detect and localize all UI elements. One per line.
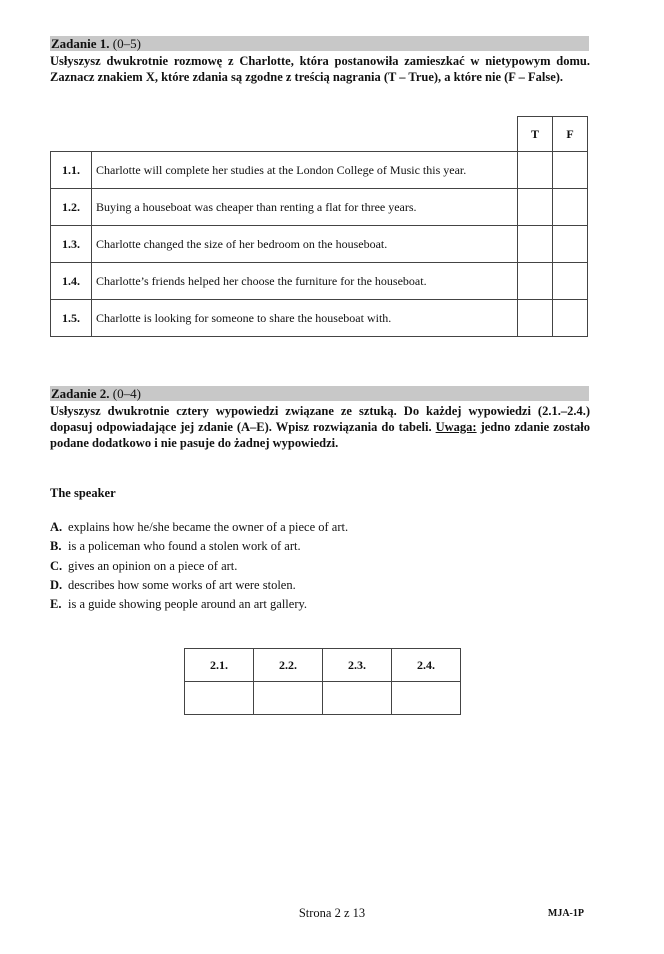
options-list (50, 518, 348, 614)
statement-text: Charlotte will complete her studies at the London College of Music this year. (92, 152, 518, 189)
true-answer-box[interactable] (518, 226, 553, 263)
true-answer-box[interactable] (518, 263, 553, 300)
col-true-header: T (518, 117, 553, 152)
table-row (51, 152, 588, 189)
true-answer-box[interactable] (518, 189, 553, 226)
answer-header-cell: 2.1. (185, 649, 254, 682)
false-answer-box[interactable] (553, 226, 588, 263)
option-letter: D. (50, 577, 63, 592)
true-false-table (50, 116, 588, 337)
answer-box[interactable] (254, 682, 323, 715)
row-number: 1.3. (51, 226, 92, 263)
false-answer-box[interactable] (553, 152, 588, 189)
table-header-row (51, 117, 588, 152)
option-letter: B. (50, 539, 62, 554)
answer-header-row (185, 649, 461, 682)
option-letter: E. (50, 597, 62, 612)
option-letter: C. (50, 558, 63, 573)
exam-code: MJA-1P (547, 908, 584, 919)
answer-input-row (185, 682, 461, 715)
option-text: explains how he/she became the owner of a piece of art. (68, 520, 349, 534)
row-number: 1.1. (51, 152, 92, 189)
true-answer-box[interactable] (518, 152, 553, 189)
task2-header (50, 386, 589, 401)
statement-text: Buying a houseboat was cheaper than renting a flat for three years. (92, 189, 518, 226)
list-item (50, 537, 348, 556)
option-text: gives an opinion on a piece of art. (68, 558, 238, 573)
list-item (50, 518, 348, 537)
row-number: 1.2. (51, 189, 92, 226)
task1-header (50, 36, 589, 51)
answer-box[interactable] (323, 682, 392, 715)
note-label: Uwaga: (435, 420, 477, 434)
statement-text: Charlotte’s friends helped her choose the furniture for the houseboat. (92, 263, 518, 300)
row-number: 1.4. (51, 263, 92, 300)
empty-header-cell (51, 117, 518, 152)
task1-instruction: Usłyszysz dwukrotnie rozmowę z Charlotte, która postanowiła zamieszkać w nietypowym domu. Zaznacz znakiem X, które zdania są zgodne z treścią nagrania (T – True), a które nie (F – False). (50, 54, 590, 84)
answer-header-cell: 2.3. (323, 649, 392, 682)
answer-header-cell: 2.4. (392, 649, 461, 682)
task2-range: (0–4) (112, 386, 141, 401)
option-text: is a policeman who found a stolen work of art. (68, 539, 301, 554)
answer-table (184, 648, 461, 715)
row-number: 1.5. (51, 300, 92, 337)
answer-header-cell: 2.2. (254, 649, 323, 682)
option-text: is a guide showing people around an art gallery. (68, 597, 308, 612)
task2-instruction-text: Usłyszysz dwukrotnie cztery wypowiedzi związane ze sztuką. Do każdej wypowiedzi (2.1.–2.4.) dopasuj odpowiadające jej zdanie (A–E). Wpisz rozwiązania do tabeli. (50, 404, 590, 434)
false-answer-box[interactable] (553, 189, 588, 226)
task2-instruction (50, 403, 590, 451)
false-answer-box[interactable] (553, 263, 588, 300)
task2-title: Zadanie 2. (51, 386, 110, 401)
task1-range: (0–5) (112, 36, 141, 51)
note-text: jedno zdanie zostało podane dodatkowo i nie pasuje do żadnej wypowiedzi. (50, 420, 590, 450)
option-text: describes how some works of art were stolen. (68, 577, 296, 592)
true-answer-box[interactable] (518, 300, 553, 337)
statement-text: Charlotte is looking for someone to share the houseboat with. (92, 300, 518, 337)
list-item (50, 557, 348, 576)
col-false-header: F (553, 117, 588, 152)
option-letter: A. (50, 520, 63, 534)
table-row (51, 189, 588, 226)
speaker-title: The speaker (50, 486, 116, 500)
table-row (51, 226, 588, 263)
list-item (50, 576, 348, 595)
table-row (51, 300, 588, 337)
answer-box[interactable] (392, 682, 461, 715)
page-number: Strona 2 z 13 (298, 906, 366, 920)
answer-box[interactable] (185, 682, 254, 715)
statement-text: Charlotte changed the size of her bedroom on the houseboat. (92, 226, 518, 263)
false-answer-box[interactable] (553, 300, 588, 337)
table-row (51, 263, 588, 300)
list-item (50, 595, 348, 614)
task1-title: Zadanie 1. (51, 36, 110, 51)
